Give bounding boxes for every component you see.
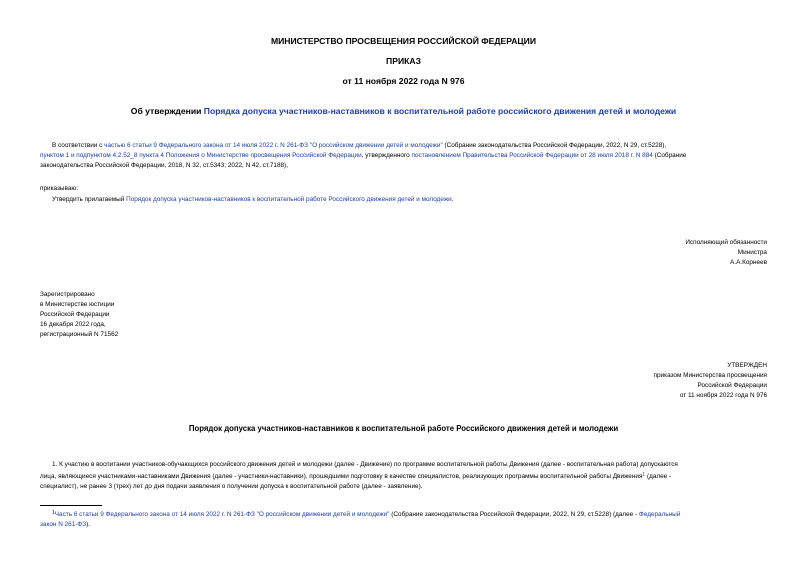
- item1-line-2-tail: (далее -: [645, 473, 672, 480]
- preamble-text-b: (Собрание законодательства Российской Федерации, 2022, N 29, ст.5228),: [442, 142, 667, 149]
- order-word: приказываю:: [40, 185, 78, 192]
- footnote-text: (Собрание законодательства Российской Федерации, 2022, N 29, ст.5228) (далее -: [389, 511, 639, 518]
- approved-line-2: приказом Министерства просвещения: [653, 372, 767, 379]
- approve-paragraph: [52, 195, 772, 205]
- ministry-heading: МИНИСТЕРСТВО ПРОСВЕЩЕНИЯ РОССИЙСКОЙ ФЕДЕРАЦИИ: [270, 36, 537, 46]
- regulation-item-link[interactable]: пунктом 1 и подпунктом 4.2.52_8 пункта 4 Положения о Министерстве просвещения Российской Федерации: [40, 152, 362, 159]
- preamble-paragraph: [40, 141, 770, 171]
- approved-line-3: Российской Федерации: [697, 382, 767, 389]
- preamble-text-d: (Собрание: [652, 152, 687, 159]
- preamble-text-c: , утвержденного: [361, 152, 412, 159]
- approved-line-1: УТВЕРЖДЕН: [727, 362, 767, 369]
- footnote-federal-link-a[interactable]: Федеральный: [638, 511, 681, 518]
- footnote-end: ).: [86, 521, 91, 528]
- approve-text-a: Утвердить прилагаемый: [52, 196, 127, 203]
- procedure-title: Порядок допуска участников-наставников к воспитательной работе Российского движения детей и молодежи: [188, 424, 619, 433]
- approved-block: [467, 361, 767, 401]
- footnote-divider: [40, 505, 102, 506]
- signature-position: Исполняющий обязанности: [685, 239, 767, 246]
- item1-line-3: специалист), не ранее 3 (трех) лет до дня подачи заявления о получении допуска к воспитательной работе (далее - заявление).: [40, 483, 423, 490]
- doc-type-heading: ПРИКАЗ: [386, 56, 421, 66]
- preamble-text-a: В соответствии с: [52, 142, 105, 149]
- order-title-link[interactable]: Порядка допуска участников-наставников к воспитательной работе российского движения детей и молодежи: [203, 106, 677, 116]
- item1-line-1: 1. К участию в воспитании участников-обучающихся российского движения детей и молодежи (далее - Движение) по программе воспитательной работы Движения (далее - воспитательная работа) допускаются: [52, 461, 678, 468]
- approve-text-b: .: [451, 196, 454, 203]
- footnote: [40, 508, 772, 530]
- signature-title: Министра: [737, 249, 767, 256]
- law-261-link[interactable]: частью 6 статьи 9 Федерального закона от 14 июля 2022 г. N 261-ФЗ "О российском движении детей и молодежи": [104, 142, 443, 149]
- signature-block: [467, 238, 767, 268]
- footnote-ref[interactable]: 1: [642, 472, 646, 478]
- order-date-number: от 11 ноября 2022 года N 976: [342, 76, 465, 86]
- signature-name: А.А.Корнеев: [730, 259, 767, 266]
- procedure-item-1: [40, 460, 770, 492]
- registration-line-3: Российской Федерации: [40, 311, 110, 318]
- footnote-law-link[interactable]: Часть 6 статьи 9 Федерального закона от 14 июля 2022 г. N 261-ФЗ "О российском движении детей и молодежи": [54, 511, 390, 518]
- registration-line-4: 16 декабря 2022 года,: [40, 321, 106, 328]
- footnote-mark: 1: [52, 510, 55, 516]
- registration-line-5: регистрационный N 71562: [40, 331, 119, 338]
- registration-line-1: Зарегистрировано: [40, 291, 95, 298]
- order-title-prefix: Об утверждении: [130, 106, 204, 116]
- item1-line-2: [40, 470, 770, 482]
- preamble-text-e: законодательства Российской Федерации, 2018, N 32, ст.5343; 2022, N 42, ст.7188),: [40, 162, 288, 169]
- procedure-link[interactable]: Порядок допуска участников-наставников к воспитательной работе Российского движения детей и молодежи: [126, 196, 452, 203]
- footnote-federal-link-b[interactable]: закон N 261-ФЗ: [40, 521, 87, 528]
- approved-line-4: от 11 ноября 2022 года N 976: [679, 392, 767, 399]
- registration-block: [40, 290, 340, 340]
- registration-line-2: в Министерстве юстиции: [40, 301, 115, 308]
- item1-line-2-text: лица, являющиеся участниками-наставниками Движения (далее - участники-наставники), прошедшими подготовку в качестве специалистов, реализующих программы воспитательной работы Движения: [40, 473, 643, 480]
- order-title: [0, 106, 807, 116]
- government-decree-link[interactable]: постановлением Правительства Российской Федерации от 28 июля 2018 г. N 884: [411, 152, 653, 159]
